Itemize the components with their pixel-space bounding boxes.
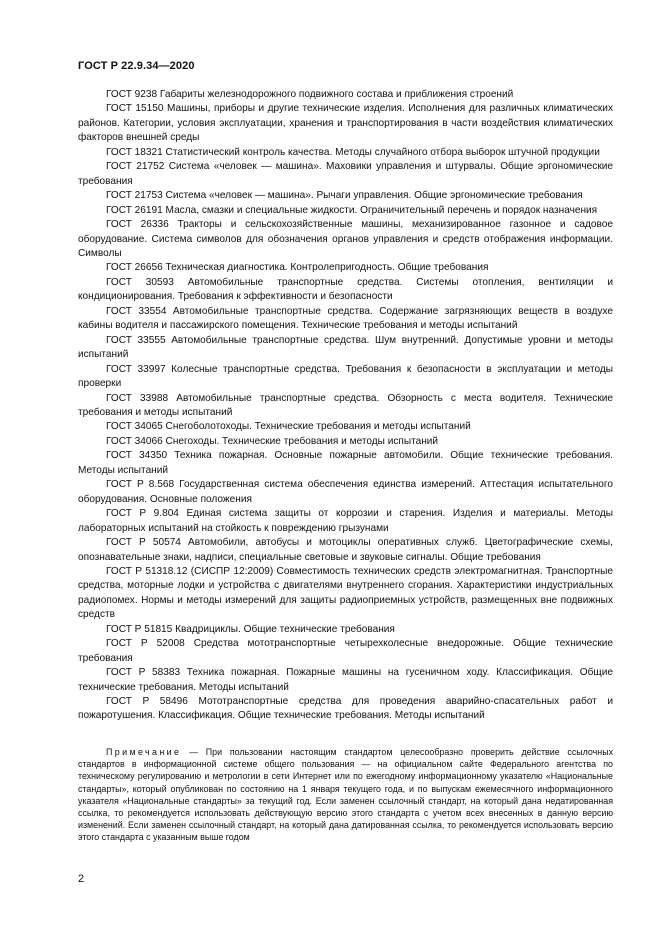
reference-item: ГОСТ Р 51815 Квадрициклы. Общие технические требования — [106, 623, 395, 635]
note-label: Примечание — [106, 747, 182, 757]
reference-item: ГОСТ 21752 Система «человек — машина». Маховики управления и штурвалы. Общие эргономические требования — [78, 161, 613, 187]
reference-item: ГОСТ 33554 Автомобильные транспортные средства. Содержание загрязняющих веществ в воздухе кабины водителя и пассажирского помещения. Технические требования и методы испытаний — [78, 305, 613, 332]
reference-item: ГОСТ 30593 Автомобильные транспортные средства. Системы отопления, вентиляции и кондиционирования. Требования к эффективности и безопасности — [78, 276, 613, 303]
reference-item: ГОСТ 34066 Снегоходы. Технические требования и методы испытаний — [106, 435, 439, 447]
normative-references-list — [78, 88, 613, 724]
reference-item: ГОСТ Р 8.568 Государственная система обеспечения единства измерений. Аттестация испытательного оборудования. Основные положения — [78, 479, 613, 505]
reference-item: ГОСТ Р 58383 Техника пожарная. Пожарные машины на гусеничном ходу. Классификация. Общие технические требования. Методы испытаний — [78, 667, 613, 693]
reference-item: ГОСТ 9238 Габариты железнодорожного подвижного состава и приближения строений — [106, 89, 514, 100]
reference-item: ГОСТ 26191 Масла, смазки и специальные жидкости. Ограничительный перечень и порядок назначения — [106, 204, 598, 216]
reference-item: ГОСТ 15150 Машины, приборы и другие технические изделия. Исполнения для различных климатических районов. Категории, условия эксплуатации, хранения и транспортирования в части воздействия климатических факторов внешней среды — [78, 103, 613, 144]
reference-item: ГОСТ 33997 Колесные транспортные средства. Требования к безопасности в эксплуатации и методы проверки — [78, 363, 613, 390]
note-block — [78, 746, 613, 844]
reference-item: ГОСТ Р 9.804 Единая система защиты от коррозии и старения. Изделия и материалы. Методы лабораторных испытаний на стойкость к повреждению грызунами — [78, 508, 613, 534]
reference-item: ГОСТ Р 52008 Средства мототранспортные четырехколесные внедорожные. Общие технические требования — [78, 638, 613, 664]
reference-item: ГОСТ 34065 Снегоболотоходы. Технические требования и методы испытаний — [106, 421, 471, 433]
note-dash: — — [181, 747, 206, 757]
reference-item: ГОСТ 34350 Техника пожарная. Основные пожарные автомобили. Общие технические требования. Методы испытаний — [78, 450, 613, 476]
reference-item: ГОСТ 33555 Автомобильные транспортные средства. Шум внутренний. Допустимые уровни и методы испытаний — [78, 334, 613, 361]
reference-item: ГОСТ 33988 Автомобильные транспортные средства. Обзорность с места водителя. Технические требования и методы испытаний — [78, 392, 613, 418]
reference-item: ГОСТ Р 51318.12 (СИСПР 12:2009) Совместимость технических средств электромагнитная. Транспортные средства, моторные лодки и устройства с двигателями внутреннего сгорания. Характеристики индустриальных радиопомех. Нормы и методы измерений для защиты радиоприемных устройств, размещенных вне подвижных средств — [78, 565, 613, 621]
page-number: 2 — [78, 873, 85, 885]
reference-item: ГОСТ Р 50574 Автомобили, автобусы и мотоциклы оперативных служб. Цветографические схемы, опознавательные знаки, надписи, специальные световые и звуковые сигналы. Общие требования — [78, 537, 613, 563]
reference-item: ГОСТ 21753 Система «человек — машина». Рычаги управления. Общие эргономические требования — [106, 190, 583, 202]
note-text: При пользовании настоящим стандартом целесообразно проверить действие ссылочных стандартов в информационной системе общего пользования — на официальном сайте Федерального агентства по техническому регулированию и метрологии в сети Интернет или по ежегодному информационному указателю «Национальные стандарты», который опубликован по состоянию на 1 января текущего года, и по выпускам ежемесячного информационного указателя «Национальные стандарты» за текущий год. Если заменен ссылочный стандарт, на который дана недатированная ссылка, то рекомендуется использовать действующую версию этого стандарта с учетом всех внесенных в данную версию изменений. Если заменен ссылочный стандарт, на который дана датированная ссылка, то рекомендуется использовать версию этого стандарта с указанным выше годом — [78, 747, 614, 843]
page-header-title: ГОСТ Р 22.9.34—2020 — [78, 60, 195, 72]
reference-item: ГОСТ 26656 Техническая диагностика. Контролепригодность. Общие требования — [106, 262, 489, 274]
note-paragraph — [78, 746, 613, 844]
reference-item: ГОСТ 18321 Статистический контроль качества. Методы случайного отбора выборок штучной продукции — [106, 146, 600, 158]
reference-item: ГОСТ 26336 Тракторы и сельскохозяйственные машины, механизированное газонное и садовое оборудование. Система символов для обозначения органов управления и средств отображения информации. Символы — [78, 219, 613, 259]
reference-item: ГОСТ Р 58496 Мототранспортные средства для проведения аварийно-спасательных работ и пожаротушения. Классификация. Общие технические требования. Методы испытаний — [78, 696, 613, 722]
